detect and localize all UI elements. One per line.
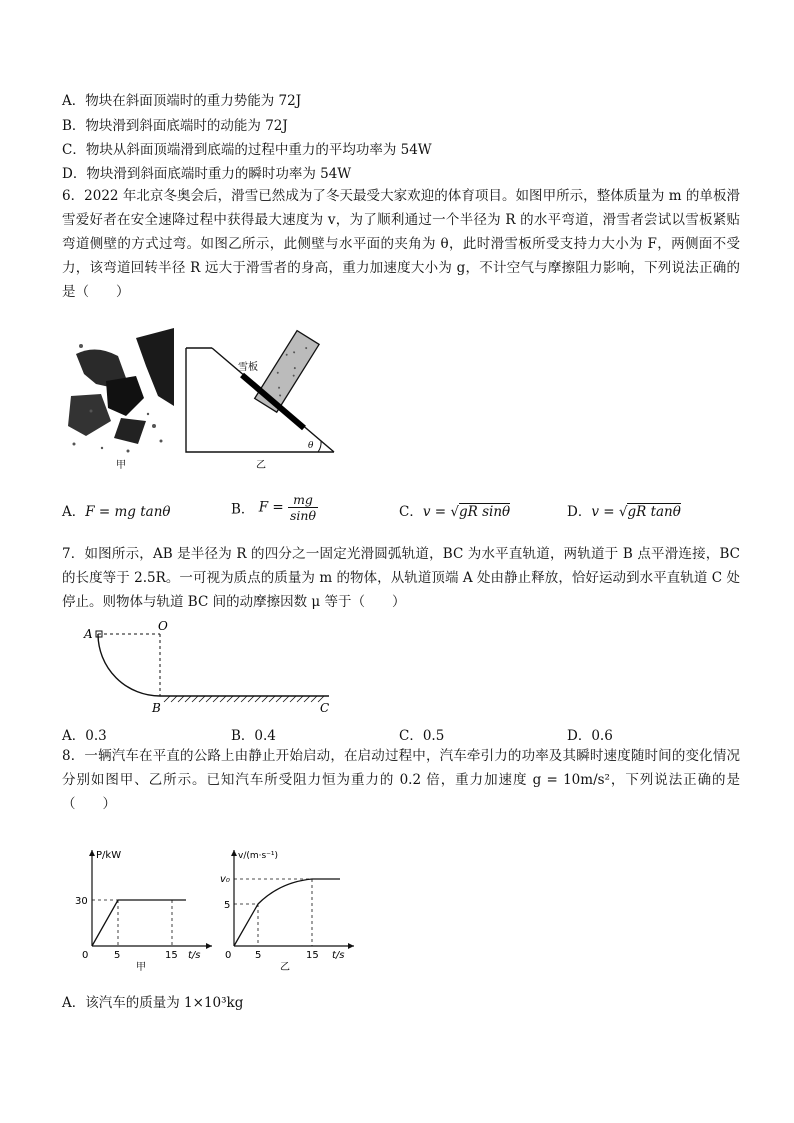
- graph2-ytick-v0: v₀: [220, 874, 230, 885]
- q6-figure-jia: [66, 326, 174, 471]
- q7-option-a: A．0.3: [62, 728, 107, 744]
- graph2-ylabel: v/(m·s⁻¹): [238, 851, 279, 861]
- label-A: A: [84, 627, 93, 641]
- label-B: B: [152, 701, 161, 715]
- graph1-origin: 0: [82, 950, 89, 961]
- q6-figure-yi: [182, 320, 337, 472]
- graph1-xtick-15: 15: [165, 950, 178, 961]
- graph1-xtick-5: 5: [114, 950, 121, 961]
- q7-option-d: D．0.6: [567, 728, 613, 744]
- q7-stem: 7．如图所示，AB 是半径为 R 的四分之一固定光滑圆弧轨道，BC 为水平直轨道，两轨道于 B 点平滑连接，BC 的长度等于 2.5R。一可视为质点的质量为 m 的物体，从轨道顶端 A 处由静止释放，恰好运动到水平直轨道 C 处停止。则物体与轨道 BC 间的动摩擦因数 μ 等于（ ）: [62, 546, 740, 610]
- graph2-origin: 0: [225, 950, 232, 961]
- arc-track-AB: [98, 634, 160, 696]
- graph1-ylabel: P/kW: [96, 850, 122, 861]
- q6-yi-caption: 乙: [256, 460, 266, 471]
- q6-option-c: C．v = √gR sinθ: [399, 504, 511, 520]
- graph2-xtick-15: 15: [306, 950, 319, 961]
- q5-option-b: B．物块滑到斜面底端时的动能为 72J: [62, 118, 288, 134]
- q7-figure: [74, 618, 344, 718]
- q6-stem: 6．2022 年北京冬奥会后，滑雪已然成为了冬天最受大家欢迎的体育项目。如图甲所示，整体质量为 m 的单板滑雪爱好者在安全速降过程中获得最大速度为 v，为了顺利通过一个半径为 R 的水平弯道，滑雪者尝试以雪板紧贴弯道侧壁的方式过弯。如图乙所示，此侧壁与水平面的夹角为 θ，此时滑雪板所受支持力大小为 F，两侧面不受力，该弯道回转半径 R 远大于滑雪者的身高，重力加速度大小为 g，不计空气与摩擦阻力影响，下列说法正确的是（ ）: [62, 188, 740, 300]
- q8-stem: 8．一辆汽车在平直的公路上由静止开始启动，在启动过程中，汽车牵引力的功率及其瞬时速度随时间的变化情况分别如图甲、乙所示。已知汽车所受阻力恒为重力的 0.2 倍，重力加速度 g = 10m/s²，下列说法正确的是（ ）: [62, 748, 740, 812]
- graph1-ytick: 30: [75, 896, 88, 907]
- q5-option-c: C．物块从斜面顶端滑到底端的过程中重力的平均功率为 54W: [62, 142, 432, 158]
- q8-graph-jia: [72, 844, 217, 974]
- label-C: C: [320, 701, 330, 715]
- graph2-caption: 乙: [280, 962, 290, 973]
- q7-option-b: B．0.4: [231, 728, 276, 744]
- q5-option-a: A．物块在斜面顶端时的重力势能为 72J: [62, 93, 302, 109]
- graph2-xtick-5: 5: [255, 950, 262, 961]
- theta-label: θ: [308, 441, 314, 451]
- q5-option-d: D．物块滑到斜面底端时重力的瞬时功率为 54W: [62, 166, 352, 182]
- q7-option-c: C．0.5: [399, 728, 445, 744]
- q6-option-b: B． F = $\frac{mg}{\sin\theta}$: [231, 492, 316, 523]
- q8-option-a: A．该汽车的质量为 1×10³kg: [62, 995, 244, 1011]
- q6-option-a: A．F = mg tanθ: [62, 504, 171, 520]
- graph2-xlabel: t/s: [332, 950, 345, 961]
- graph2-ytick-5: 5: [224, 900, 231, 911]
- snowboarder-body: [255, 331, 319, 413]
- q8-graph-yi: [220, 844, 360, 974]
- velocity-curve: [234, 879, 340, 946]
- board-label: 雪板: [238, 362, 258, 373]
- q6-option-d: D．v = √gR tanθ: [567, 504, 681, 520]
- label-O: O: [158, 619, 168, 633]
- graph1-xlabel: t/s: [188, 950, 201, 961]
- q6-jia-caption: 甲: [116, 460, 126, 471]
- graph1-caption: 甲: [136, 962, 146, 973]
